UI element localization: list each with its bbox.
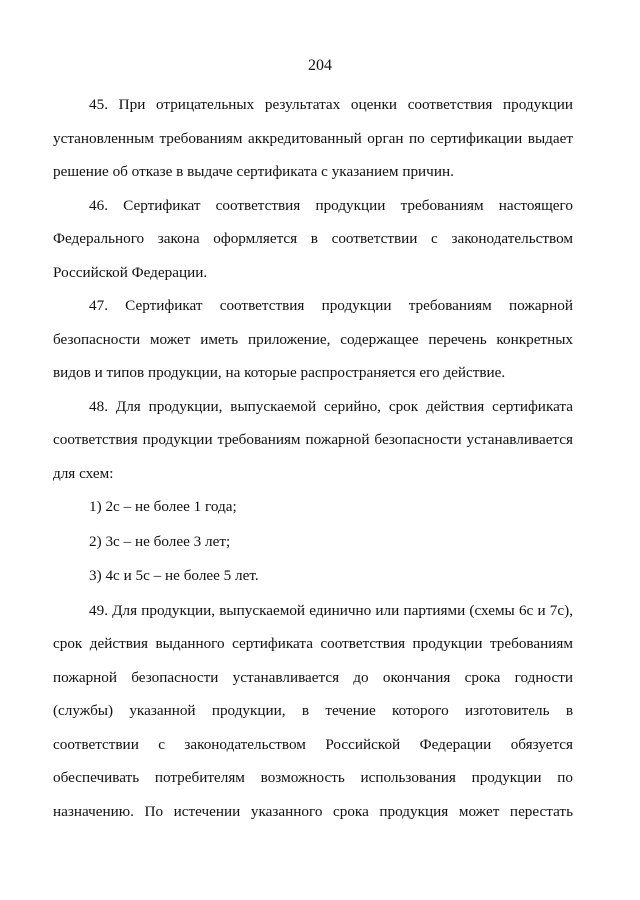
paragraph-49: 49. Для продукции, выпускаемой единично или партиями (схемы 6с и 7с), срок действия выданного сертификата соответствия продукции требованиям пожарной безопасности устанавливается до окончания срока годности (службы) указанной продукции, в течение которого изготовитель в соответствии с законодательством Российской Федерации обязуется обеспечивать потребителям возможность использования продукции по назначению. По истечении указанного срока продукция может перестать bbox=[53, 601, 573, 820]
paragraph-45: 45. При отрицательных результатах оценки соответствия продукции установленным требованиям аккредитованный орган по сертификации выдает решение об отказе в выдаче сертификата с указанием причин. bbox=[53, 96, 573, 180]
paragraph-46: 46. Сертификат соответствия продукции требованиям настоящего Федерального закона оформляется в соответствии с законодательством Российской Федерации. bbox=[53, 196, 573, 281]
paragraph-47: 47. Сертификат соответствия продукции требованиям пожарной безопасности может иметь приложение, содержащее перечень конкретных видов и типов продукции, на которые распространяется его действие. bbox=[53, 297, 573, 381]
list-item-schema-3c: 2) 3с – не более 3 лет; bbox=[89, 532, 231, 550]
document-body bbox=[53, 88, 573, 828]
list-item-schema-2c: 1) 2с – не более 1 года; bbox=[89, 498, 237, 515]
paragraph-48: 48. Для продукции, выпускаемой серийно, срок действия сертификата соответствия продукции требованиям пожарной безопасности устанавливается для схем: bbox=[53, 397, 573, 482]
page-number: 204 bbox=[308, 57, 332, 74]
list-item-schema-4c-5c: 3) 4с и 5с – не более 5 лет. bbox=[89, 567, 259, 584]
